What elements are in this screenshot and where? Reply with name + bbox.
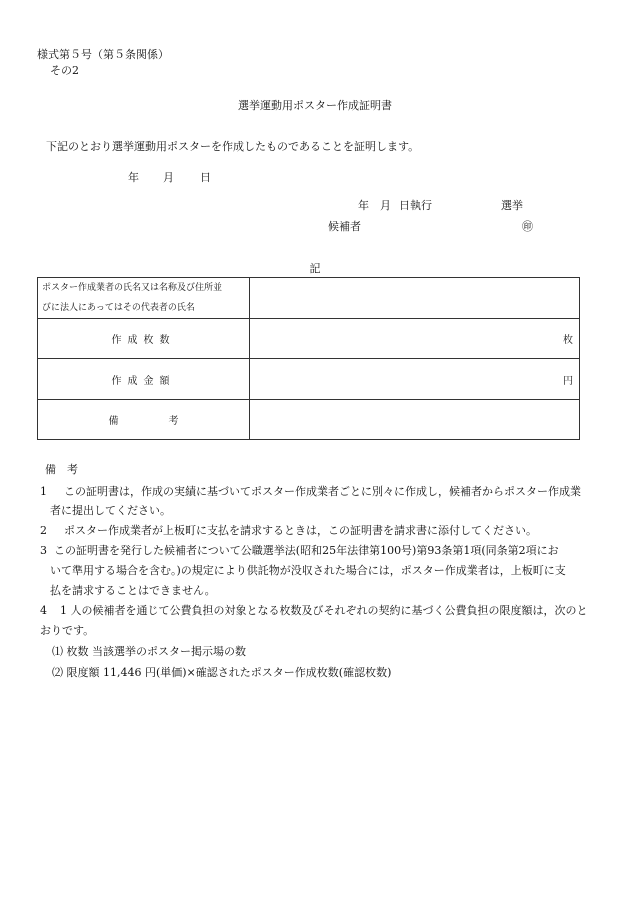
notes-heading: 備 考 <box>45 463 78 476</box>
page-title: 選挙運動用ポスター作成証明書 <box>238 99 392 112</box>
note-1-number: 1 <box>40 485 47 498</box>
note-4-line1: 1 人の候補者を通じて公費負担の対象となる枚数及びそれぞれの契約に基づく公費負担の限度額は，次のと <box>60 604 588 617</box>
seal-mark: ㊞ <box>522 220 533 233</box>
form-sub-number: その2 <box>50 64 79 77</box>
note-2-number: 2 <box>40 524 47 537</box>
table-row <box>38 319 580 359</box>
certification-statement: 下記のとおり選挙運動用ポスターを作成したものであることを証明します。 <box>46 140 420 153</box>
note-3-line2: いて準用する場合を含む。)の規定により供託物が没収された場合には，ポスター作成業者は，上板町に支 <box>50 564 566 577</box>
note-1-line2: 者に提出してください。 <box>50 504 171 517</box>
contractor-name-label-line2: びに法人にあってはその代表者の氏名 <box>42 303 195 313</box>
quantity-field[interactable] <box>250 319 580 359</box>
candidate-label: 候補者 <box>328 220 361 233</box>
election-year-label: 年 <box>358 199 369 212</box>
form-number: 様式第５号（第５条関係） <box>37 48 169 61</box>
date-day-label: 日 <box>200 171 211 184</box>
amount-field[interactable] <box>250 359 580 400</box>
remarks-label: 備考 <box>108 416 179 427</box>
election-day-exec-label: 日執行 <box>399 199 432 212</box>
remarks-label-cell <box>38 400 250 440</box>
date-year-label: 年 <box>128 171 139 184</box>
amount-label: 作成金額 <box>111 375 176 387</box>
table-row <box>38 400 580 440</box>
note-4-sub2: ⑵ 限度額 11,446 円(単価)×確認されたポスター作成枚数(確認枚数) <box>52 666 392 679</box>
note-3-line3: 払を請求することはできません。 <box>50 584 216 597</box>
note-1-line1: この証明書は，作成の実績に基づいてポスター作成業者ごとに別々に作成し，候補者からポスター作成業 <box>64 485 581 498</box>
contractor-name-field[interactable] <box>250 278 580 319</box>
note-4-number: 4 <box>40 604 47 617</box>
contractor-name-label <box>38 278 250 319</box>
note-4-line2: おりです。 <box>40 624 95 637</box>
note-3-line1: この証明書を発行した候補者について公職選挙法(昭和25年法律第100号)第93条第1項(同条第2項にお <box>54 544 559 557</box>
election-month-label: 月 <box>380 199 391 212</box>
note-4-sub1: ⑴ 枚数 当該選挙のポスター掲示場の数 <box>52 645 246 658</box>
table-row <box>38 278 580 319</box>
quantity-unit: 枚 <box>563 335 573 346</box>
form-table <box>37 277 580 440</box>
date-month-label: 月 <box>163 171 174 184</box>
amount-unit: 円 <box>563 375 573 387</box>
election-label: 選挙 <box>501 199 523 212</box>
table-row <box>38 359 580 400</box>
quantity-label-cell <box>38 319 250 359</box>
remarks-field[interactable] <box>250 400 580 440</box>
contractor-name-label-line1: ポスター作成業者の氏名又は名称及び住所並 <box>42 283 223 293</box>
note-2-text: ポスター作成業者が上板町に支払を請求するときは，この証明書を請求書に添付してください。 <box>64 524 537 537</box>
note-3-number: 3 <box>40 544 47 557</box>
ki-heading: 記 <box>309 262 321 275</box>
amount-label-cell <box>38 359 250 400</box>
quantity-label: 作成枚数 <box>111 335 176 346</box>
